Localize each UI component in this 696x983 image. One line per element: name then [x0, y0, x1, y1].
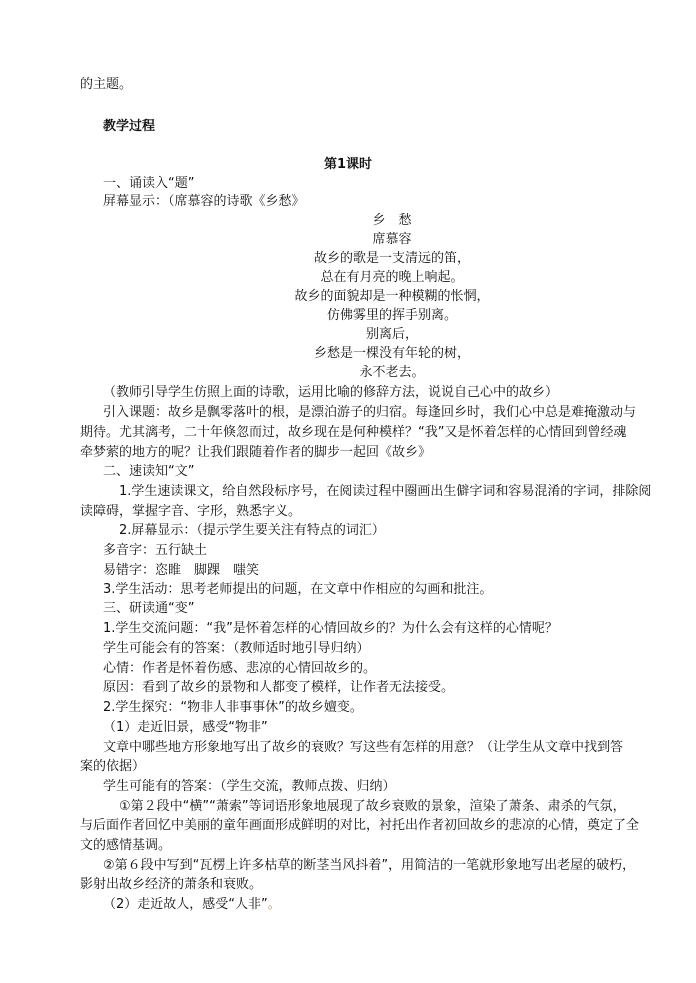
highlighted-period: 。: [267, 897, 281, 912]
paragraph-line: 案的依据）: [80, 759, 146, 774]
paragraph-line: 易错字：恣睢 脚踝 嗤笑: [103, 563, 260, 578]
poem-line: 故乡的面貌却是一种模糊的怅惘，: [294, 289, 490, 304]
paragraph-line: 多音字：五行缺土: [103, 543, 208, 558]
subsection-label: （2）走近故人，感受“人非”: [103, 897, 268, 912]
poem-line: 乡愁是一棵没有年轮的树，: [313, 346, 470, 361]
poem-line: 别离后，: [365, 327, 418, 342]
paragraph-line: [103, 896, 281, 914]
poem-title: 乡 愁: [372, 213, 412, 228]
paragraph-line: 与后面作者回忆中美丽的童年画面形成鲜明的对比，衬托出作者初回故乡的悲凉的心情，奠定了全: [80, 818, 640, 833]
poem-line: 总在有月亮的晚上响起。: [320, 270, 464, 285]
poem-line: 故乡的歌是一支清远的笛，: [313, 251, 470, 266]
subsection-heading: 二、速读知“文”: [103, 464, 195, 479]
paragraph-line: 心情：作者是怀着伤感、悲凉的心情回故乡的。: [103, 661, 377, 676]
paragraph-line: 原因：看到了故乡的景物和人都变了模样，让作者无法接受。: [103, 680, 455, 695]
poem-line: 永不老去。: [359, 365, 425, 380]
paragraph-line: 1.学生交流问题：“我”是怀着怎样的心情回故乡的？为什么会有这样的心情呢？: [103, 621, 558, 636]
paragraph-line: 牵梦萦的地方的呢？让我们跟随着作者的脚步一起回《故乡》: [80, 445, 432, 460]
paragraph-line: 文章中哪些地方形象地写出了故乡的衰败？写这些有怎样的用意？（让学生从文章中找到答: [103, 740, 624, 755]
poem-line: 仿佛雾里的挥手别离。: [326, 308, 457, 323]
subsection-heading: 一、诵读入“题”: [103, 176, 195, 191]
paragraph-line: 学生可能有的答案：（学生交流，教师点拨、归纳）: [103, 779, 396, 794]
paragraph-line: 3.学生活动：思考老师提出的问题，在文章中作相应的勾画和批注。: [103, 582, 493, 597]
paragraph-line: ②第６段中写到“瓦楞上许多枯草的断茎当风抖着”，用简洁的一笔就形象地写出老屋的破朽，: [103, 858, 636, 873]
paragraph-line: （1）走近旧景，感受“物非”: [103, 720, 268, 735]
paragraph-line: （教师引导学生仿照上面的诗歌，运用比喻的修辞方法，说说自己心中的故乡）: [103, 385, 559, 400]
poem-author: 席慕容: [372, 232, 412, 247]
paragraph-line: 屏幕显示：（席慕容的诗歌《乡愁》: [103, 194, 305, 209]
paragraph-line: 读障碍，掌握字音、字形，熟悉字义。: [80, 504, 302, 519]
paragraph-line: 文的感情基调。: [80, 838, 172, 853]
paragraph-line: 影射出故乡经济的萧条和衰败。: [80, 877, 263, 892]
paragraph-line: 2.屏幕显示：（提示学生要关注有特点的词汇）: [119, 523, 385, 538]
paragraph-line: 1.学生速读课文，给自然段标序号，在阅读过程中圈画出生僻字词和容易混淆的字词，排除阅: [119, 484, 652, 499]
paragraph-line: 的主题。: [80, 77, 133, 92]
paragraph-line: 学生可能会有的答案：（教师适时地引导归纳）: [103, 641, 370, 656]
paragraph-line: 引入课题：故乡是飘零落叶的根，是漂泊游子的归宿。每逢回乡时，我们心中总是难掩激动与: [103, 405, 637, 420]
section-heading: 教学过程: [103, 119, 156, 134]
lesson-heading: 第1课时: [323, 157, 373, 172]
paragraph-line: ①第２段中“横”“萧索”等词语形象地展现了故乡衰败的景象，渲染了萧条、肃杀的气氛，: [119, 799, 626, 814]
paragraph-line: 期待。尤其漓考，二十年倏忽而过，故乡现在是何种模样？“我”又是怀着怎样的心情回到曾经魂: [80, 425, 627, 440]
paragraph-line: 2.学生探究：“物非人非事事休”的故乡嬗变。: [103, 700, 363, 715]
subsection-heading: 三、研读通“变”: [103, 601, 195, 616]
